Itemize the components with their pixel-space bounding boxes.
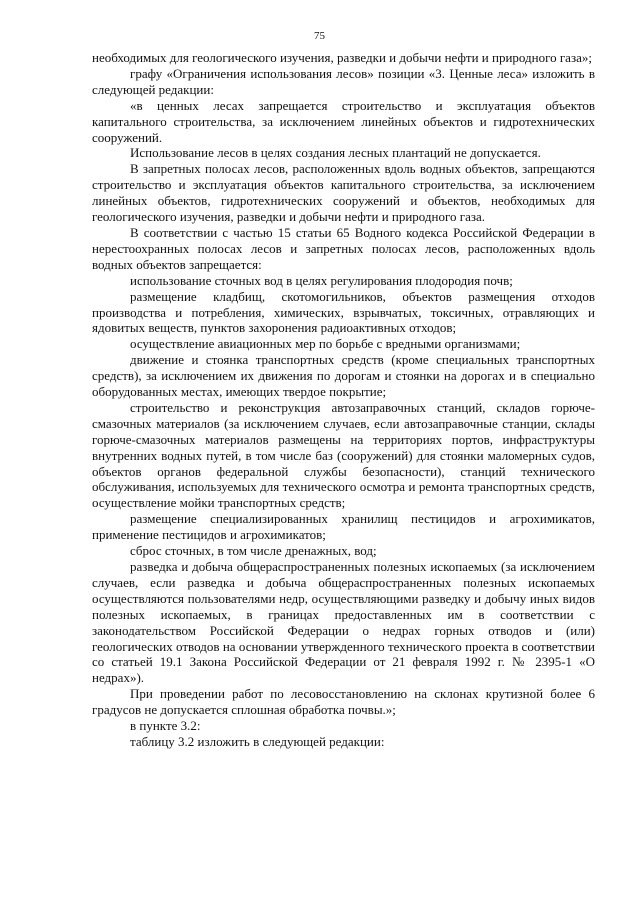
paragraph: «в ценных лесах запрещается строительство и эксплуатация объектов капитального строительства, за исключением линейных объектов и гидротехнических сооружений.: [92, 97, 595, 145]
paragraph: В соответствии с частью 15 статьи 65 Водного кодекса Российской Федерации в нерестоохранных полосах лесов и запретных полосах лесов, расположенных вдоль водных объектов запрещается:: [92, 224, 595, 272]
document-body: [92, 50, 595, 750]
paragraph: Использование лесов в целях создания лесных плантаций не допускается.: [130, 145, 541, 161]
page-number: 75: [314, 30, 325, 42]
list-item: размещение специализированных хранилищ пестицидов и агрохимикатов, применение пестицидов и агрохимикатов;: [92, 511, 595, 543]
paragraph: таблицу 3.2 изложить в следующей редакции:: [130, 733, 385, 749]
list-item: строительство и реконструкция автозаправочных станций, складов горюче-смазочных материалов (за исключением случаев, если автозаправочные станции, склады горюче-смазочных материалов размещены на территориях портов, инфраструктуры внутренних водных путей, в том числе баз (сооружений) для стоянки маломерных судов, объектов органов федеральной службы безопасности), станций технического обслуживания, используемых для технического осмотра и ремонта транспортных средств, осуществление мойки транспортных средств;: [92, 399, 595, 511]
paragraph: При проведении работ по лесовосстановлению на склонах крутизной более 6 градусов не допускается сплошная обработка почвы.»;: [92, 686, 595, 718]
paragraph-continuation: необходимых для геологического изучения, разведки и добычи нефти и природного газа»;: [92, 50, 592, 65]
list-item: использование сточных вод в целях регулирования плодородия почв;: [130, 272, 513, 288]
list-item: движение и стоянка транспортных средств (кроме специальных транспортных средств), за исключением их движения по дорогам и стоянки на дорогах и в специально оборудованных местах, имеющих твердое покрытие;: [92, 352, 595, 400]
paragraph: В запретных полосах лесов, расположенных вдоль водных объектов, запрещаются строительство и эксплуатация объектов капитального строительства, за исключением линейных объектов, гидротехнических сооружений и объектов, необходимых для геологического изучения, разведки и добычи нефти и природного газа.: [92, 161, 595, 225]
list-item: разведка и добыча общераспространенных полезных ископаемых (за исключением случаев, если разведка и добыча общераспространенных полезных ископаемых осуществляются пользователями недр, осуществляющими разведку и добычу иных видов полезных ископаемых, в границах предоставленных им в соответствии с законодательством Российской Федерации о недрах горных отводов и (или) геологических отводов на основании утвержденного технического проекта в соответствии со статьей 19.1 Закона Российской Федерации от 21 февраля 1992 г. № 2395-1 «О недрах»).: [92, 559, 595, 686]
paragraph: графу «Ограничения использования лесов» позиции «3. Ценные леса» изложить в следующей редакции:: [92, 65, 595, 97]
list-item: осуществление авиационных мер по борьбе с вредными организмами;: [130, 336, 521, 352]
list-item: сброс сточных, в том числе дренажных, вод;: [130, 543, 377, 559]
list-item: размещение кладбищ, скотомогильников, объектов размещения отходов производства и потребления, химических, взрывчатых, токсичных, отравляющих и ядовитых веществ, пунктов захоронения радиоактивных отходов;: [92, 288, 595, 336]
paragraph: в пункте 3.2:: [130, 718, 201, 734]
